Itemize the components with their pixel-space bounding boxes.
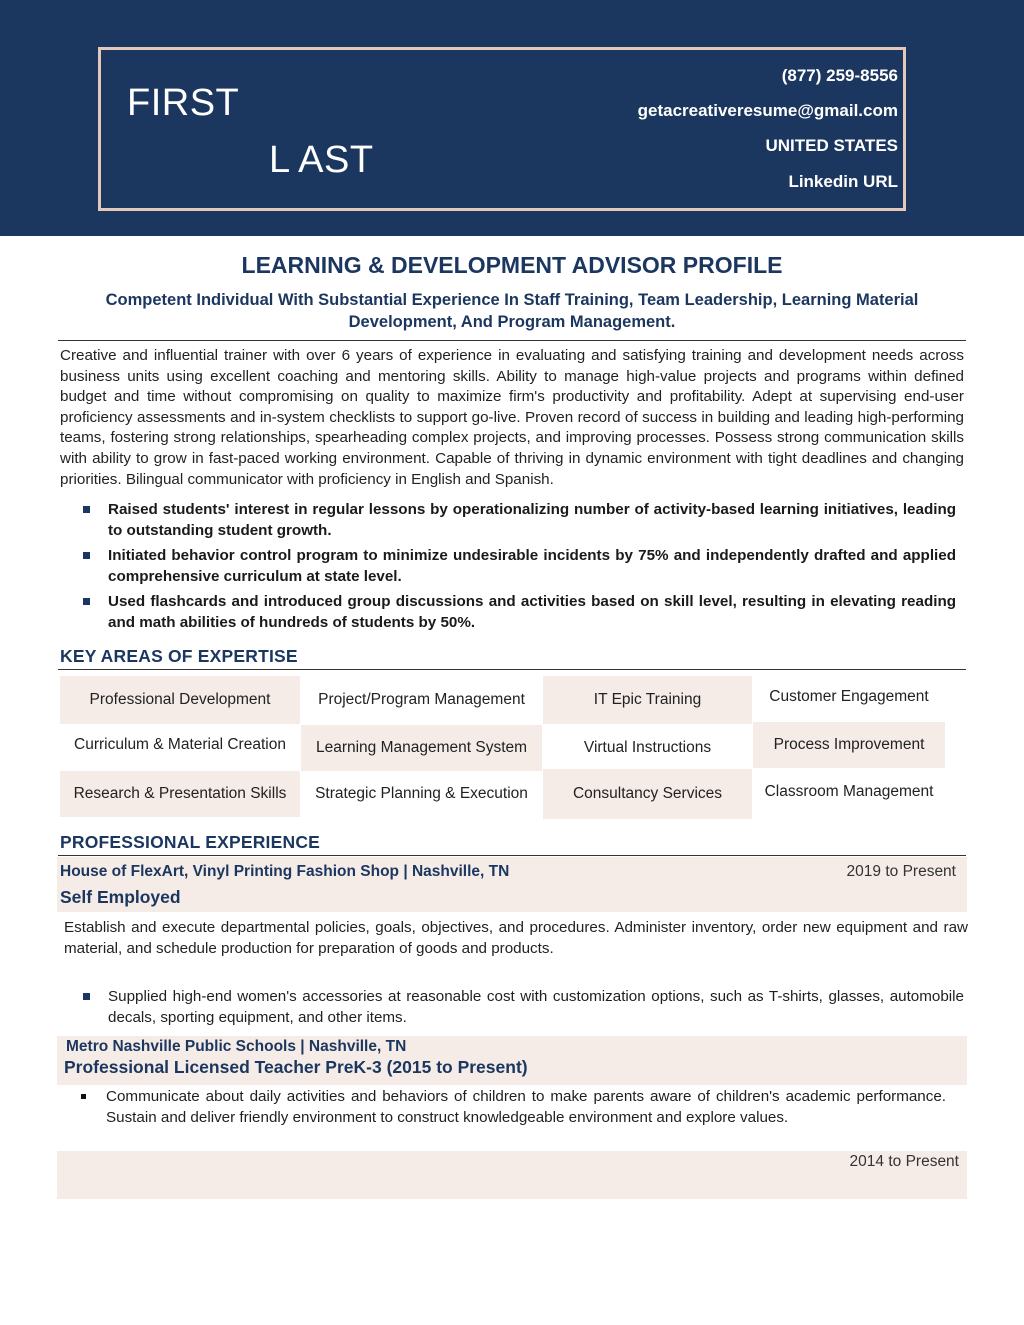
job-header-band — [57, 1151, 967, 1199]
skill-cell: Project/Program Management — [318, 691, 525, 708]
highlight-item: Used flashcards and introduced group discussions and activities based on skill level, resulting in elevating reading and math abilities of hundreds of students by 50%. — [80, 592, 956, 633]
skill-cell: Research & Presentation Skills — [60, 771, 300, 817]
skill-cell: Process Improvement — [753, 722, 945, 768]
job-title: Self Employed — [60, 887, 181, 907]
highlight-item: Raised students' interest in regular lessons by operationalizing number of activity-based learning initiatives, leading to outstanding student growth. — [80, 500, 956, 541]
phone: (877) 259-8556 — [781, 66, 898, 85]
profile-subtitle: Competent Individual With Substantial Experience In Staff Training, Team Leadership, Learning Material Development, And Program Management. — [105, 291, 919, 331]
highlight-item: Initiated behavior control program to minimize undesirable incidents by 75% and independently drafted and applied comprehensive curriculum at state level. — [80, 546, 956, 587]
job-bullet-item: Supplied high-end women's accessories at reasonable cost with customization options, such as T-shirts, glasses, automobile decals, sporting equipment, and other items. — [80, 987, 964, 1028]
job-description: Establish and execute departmental policies, goals, objectives, and procedures. Administer inventory, order new equipment and raw material, and schedule production for preparation of goods and products. — [64, 919, 968, 957]
last-name: L AST — [269, 139, 374, 181]
job-bullets — [80, 987, 964, 1033]
job-dates: 2019 to Present — [846, 863, 956, 880]
bullet-square-icon — [83, 506, 90, 513]
bullet-square-icon — [81, 1094, 86, 1099]
country: UNITED STATES — [765, 136, 898, 155]
job-title: Professional Licensed Teacher PreK-3 (2015 to Present) — [64, 1057, 528, 1077]
job-company: House of FlexArt, Vinyl Printing Fashion Shop | Nashville, TN — [60, 863, 510, 880]
job-dates: 2014 to Present — [849, 1153, 959, 1170]
first-name: FIRST — [127, 82, 240, 124]
skill-cell: Learning Management System — [301, 725, 542, 771]
profile-divider — [58, 340, 966, 341]
skill-cell: Strategic Planning & Execution — [315, 785, 528, 802]
linkedin-link[interactable]: Linkedin URL — [788, 172, 898, 191]
job-company: Metro Nashville Public Schools | Nashville, TN — [66, 1038, 407, 1055]
bullet-square-icon — [83, 598, 90, 605]
bullet-square-icon — [83, 993, 90, 1000]
skill-cell: Classroom Management — [764, 783, 934, 800]
expertise-divider — [58, 669, 966, 670]
skill-cell: Curriculum & Material Creation — [74, 736, 286, 753]
experience-heading: PROFESSIONAL EXPERIENCE — [60, 832, 321, 852]
highlights-list — [80, 500, 956, 639]
job-bullet-item: Communicate about daily activities and behaviors of children to make parents aware of children's academic performance. Sustain and deliver friendly environment to construct knowledgeable environment and explore values. — [78, 1087, 946, 1128]
bullet-square-icon — [83, 552, 90, 559]
skill-cell: Virtual Instructions — [583, 739, 712, 756]
profile-summary: Creative and influential trainer with over 6 years of experience in evaluating and satisfying training and development needs across business units using excellent coaching and mentoring skills. Ability to manage high-value projects and programs within defined budget and time without compromising on quality to maximize firm's productivity and profitability. Adept at supervising end-user proficiency assessments and in-system checklists to support go-live. Proven record of success in building and leading high-performing teams, fostering strong relationships, spearheading complex projects, and improving processes. Possess strong communication skills with ability to grow in fast-paced working environment. Capable of thriving in dynamic environment with tight deadlines and changing priorities. Bilingual communicator with proficiency in English and Spanish. — [60, 347, 964, 488]
skill-cell: Customer Engagement — [769, 688, 929, 705]
job-bullets — [78, 1087, 946, 1133]
profile-title: LEARNING & DEVELOPMENT ADVISOR PROFILE — [241, 252, 783, 278]
experience-divider — [58, 855, 966, 856]
skill-cell: IT Epic Training — [543, 676, 752, 724]
email[interactable]: getacreativeresume@gmail.com — [637, 101, 898, 120]
skill-cell: Consultancy Services — [543, 769, 752, 819]
skill-cell: Professional Development — [60, 676, 300, 724]
expertise-heading: KEY AREAS OF EXPERTISE — [60, 646, 298, 666]
